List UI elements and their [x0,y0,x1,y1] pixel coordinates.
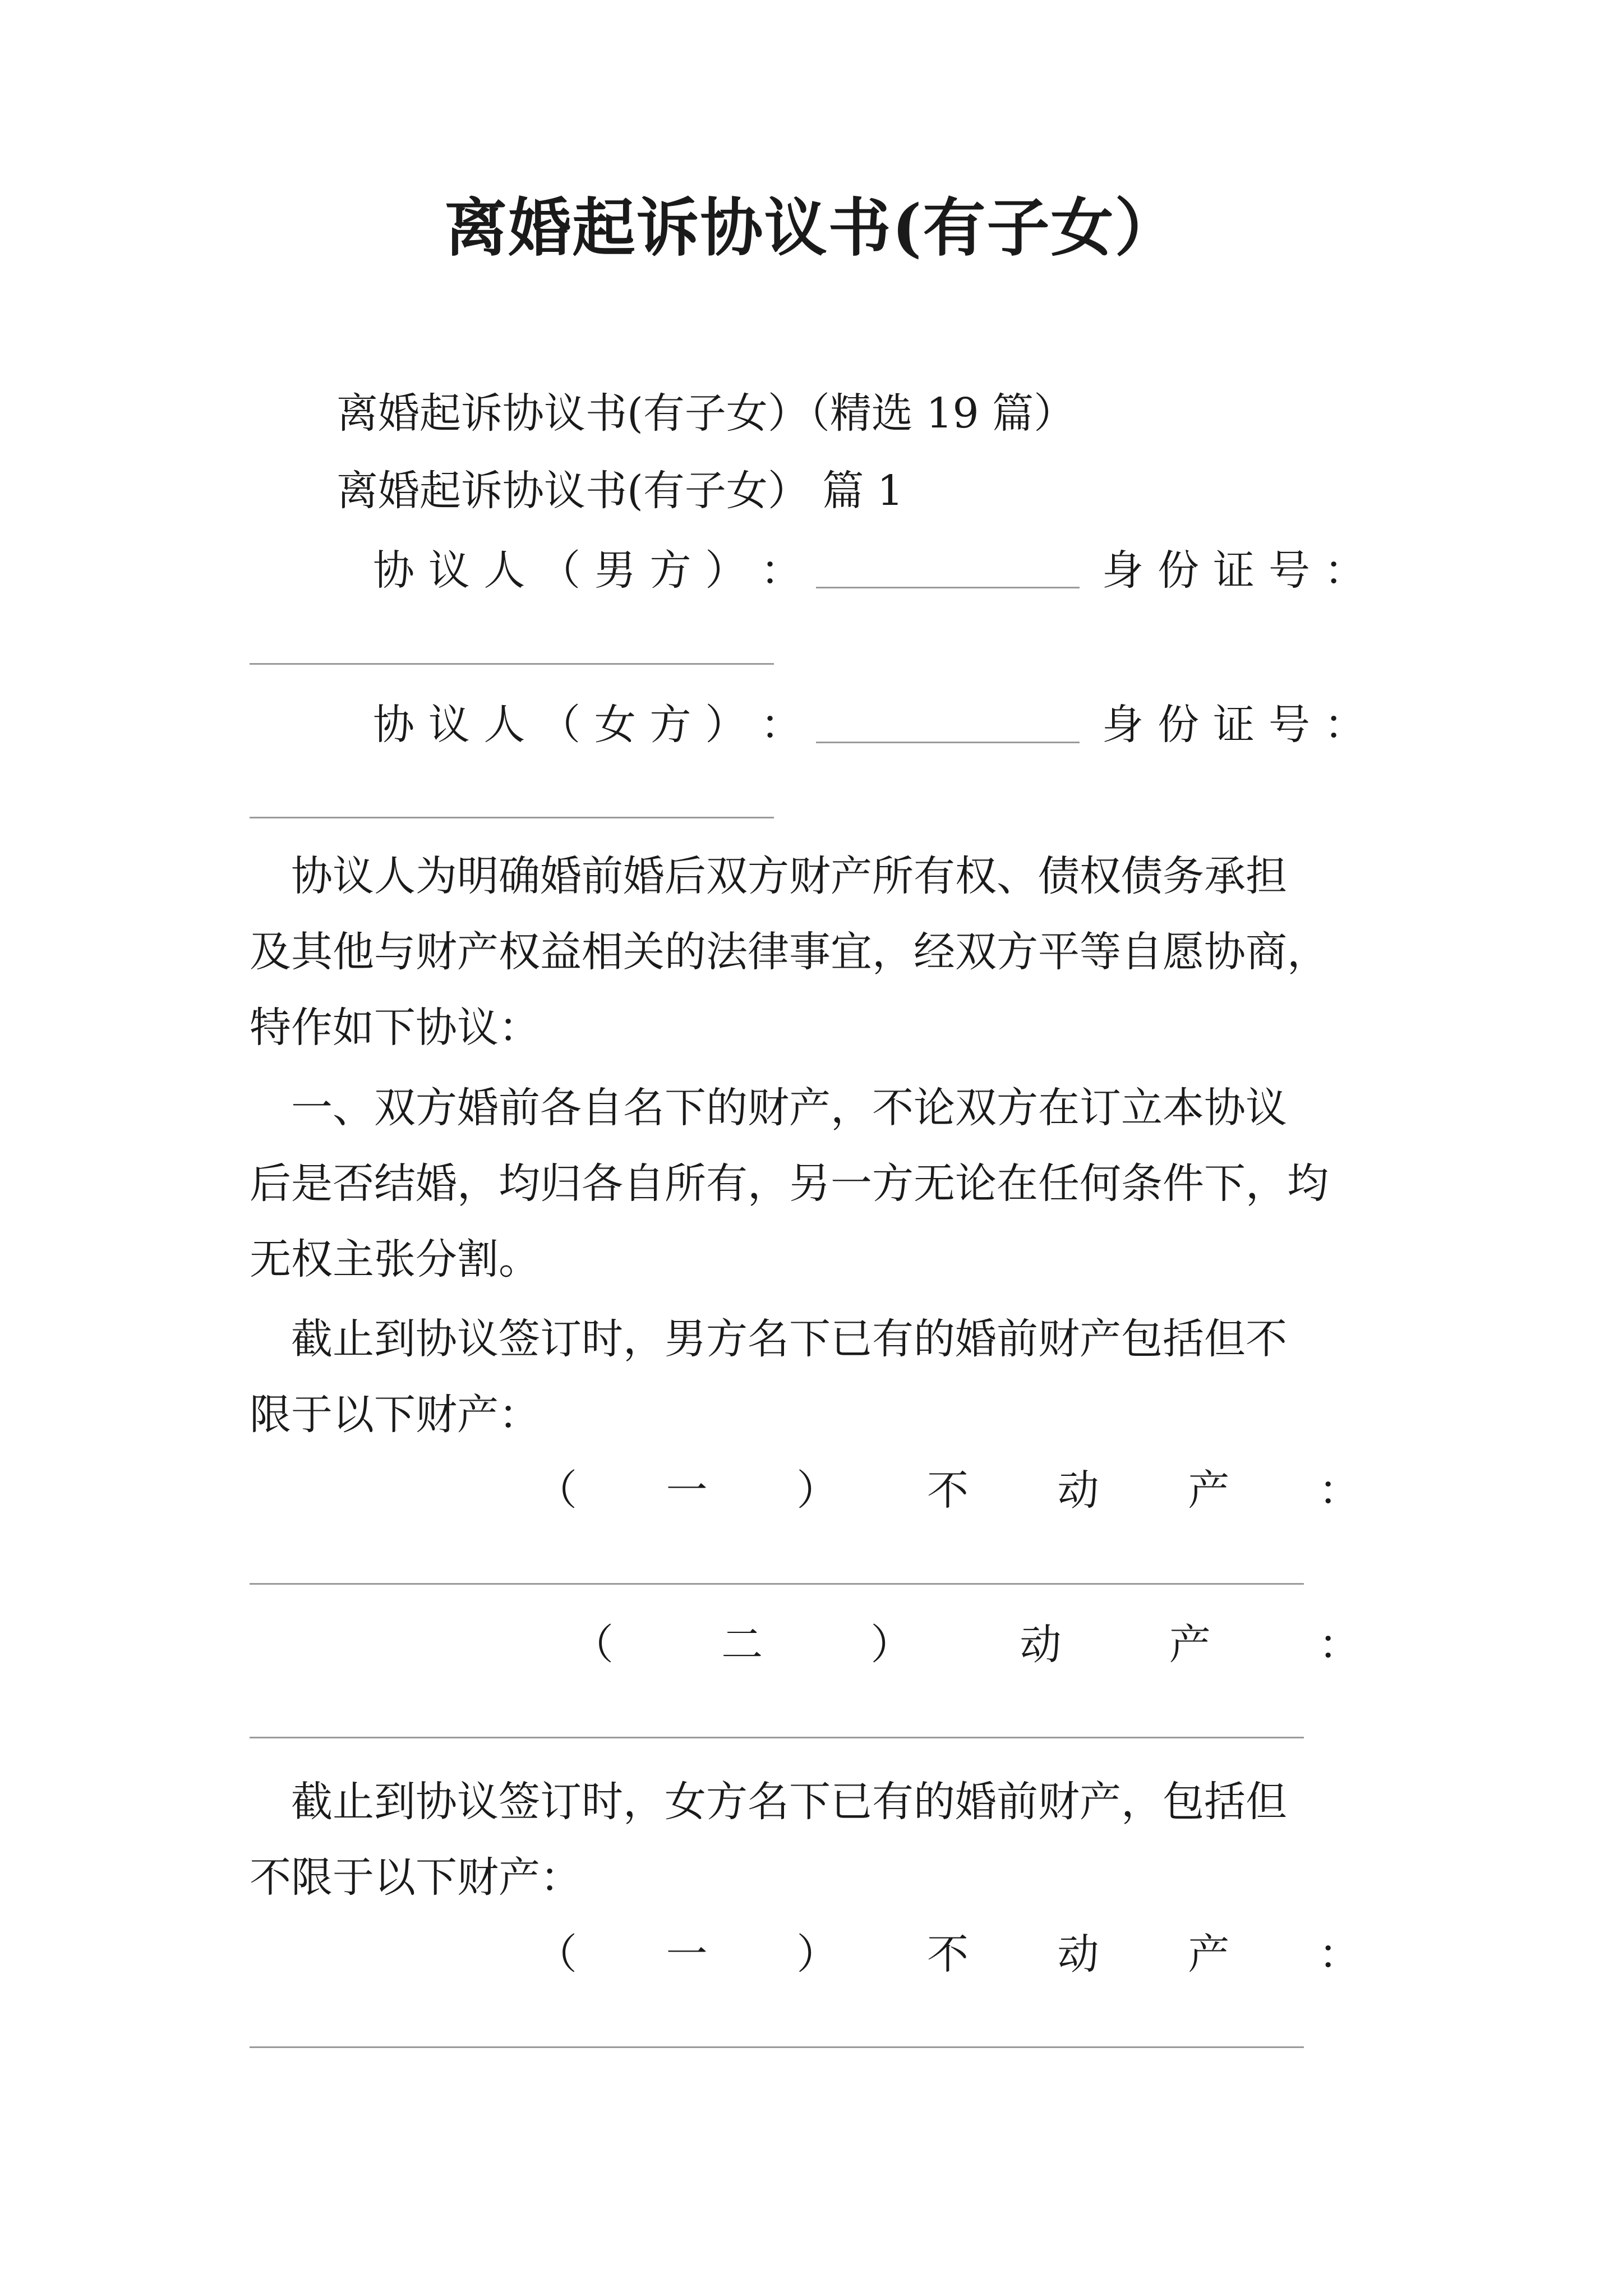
male-name-blank[interactable] [816,587,1080,588]
intro-paragraph [250,852,1388,1083]
female-real-estate-label: （ 一 ） 不 动 产 ： [536,1930,1360,1978]
party-female-label: 协 议 人 （ 女 方 ） ： [373,701,802,749]
paragraph-line: 截止到协议签订时，女方名下已有的婚前财产，包括但 [250,1778,1287,1826]
paragraph-line: 后是否结婚，均归各自所有，另一方无论在任何条件下，均 [250,1159,1329,1208]
female-id-label: 身 份 证 号 ： [1102,701,1366,749]
party-male-label: 协 议 人 （ 男 方 ） ： [373,546,802,595]
female-id-blank[interactable] [250,817,774,818]
female-name-blank[interactable] [816,742,1080,743]
male-assets-paragraph [250,1315,1388,1470]
clause-one-paragraph [250,1084,1388,1314]
male-id-blank[interactable] [250,663,774,665]
male-movable-blank[interactable] [250,1737,1304,1738]
male-movable-label: （ 二 ） 动 产 ： [572,1621,1360,1669]
paragraph-line: 截止到协议签订时，男方名下已有的婚前财产包括但不 [250,1315,1287,1363]
subtitle-chapter: 离婚起诉协议书(有子女） 篇 1 [336,467,903,515]
male-real-estate-blank[interactable] [250,1583,1304,1585]
document-title: 离婚起诉协议书(有子女） [444,191,1179,265]
female-real-estate-blank[interactable] [250,2046,1304,2048]
male-real-estate-label: （ 一 ） 不 动 产 ： [536,1466,1360,1515]
paragraph-line: 无权主张分割。 [250,1235,540,1283]
paragraph-line: 及其他与财产权益相关的法律事宜，经双方平等自愿协商， [250,928,1329,976]
subtitle-collection: 离婚起诉协议书(有子女）（精选 19 篇） [336,389,1076,438]
paragraph-line: 特作如下协议： [250,1004,540,1052]
female-assets-paragraph [250,1778,1388,1932]
paragraph-line: 不限于以下财产： [250,1853,582,1902]
paragraph-line: 一、双方婚前各自名下的财产，不论双方在订立本协议 [250,1084,1287,1132]
paragraph-line: 协议人为明确婚前婚后双方财产所有权、债权债务承担 [250,852,1287,900]
paragraph-line: 限于以下财产： [250,1391,540,1439]
male-id-label: 身 份 证 号 ： [1102,546,1366,595]
